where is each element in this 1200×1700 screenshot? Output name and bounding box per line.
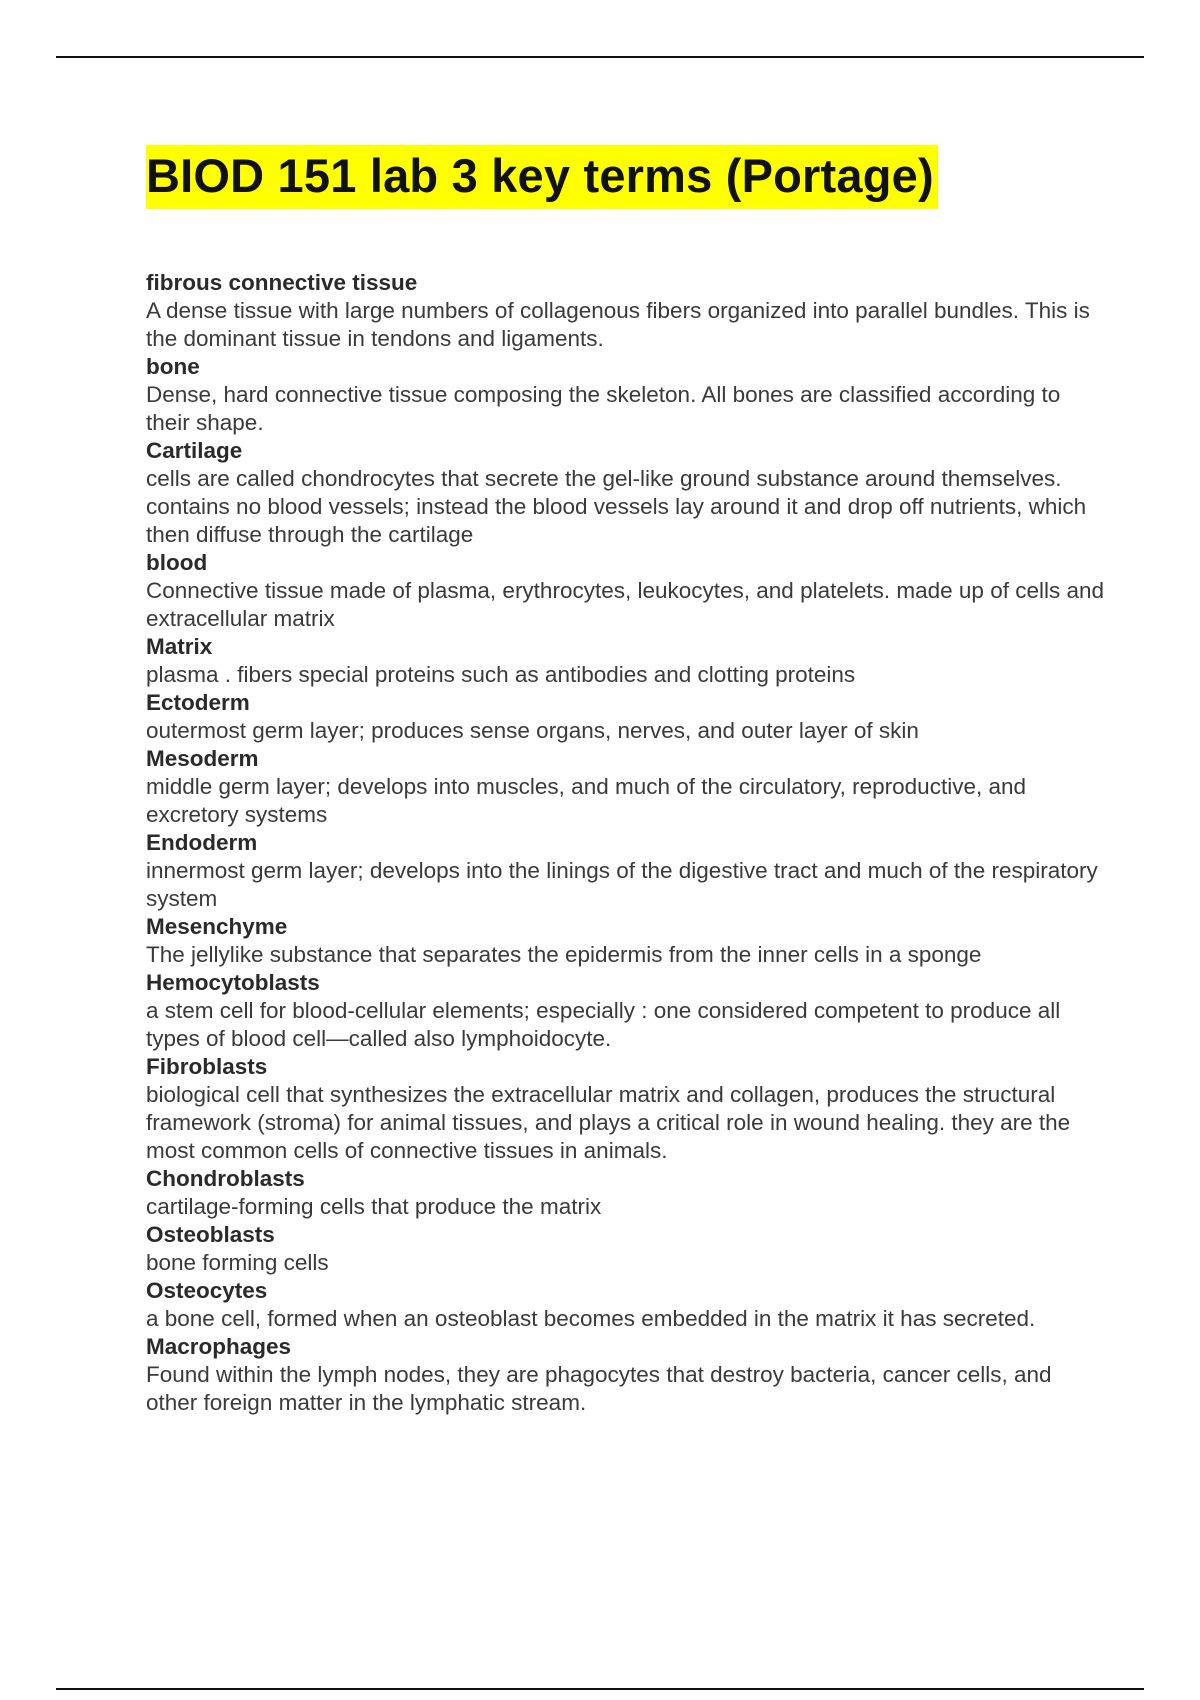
term-heading: Osteocytes xyxy=(146,1278,268,1303)
term-definition: Dense, hard connective tissue composing the skeleton. All bones are classified according to their shape. xyxy=(146,382,1061,435)
term-entry xyxy=(146,1333,1106,1417)
term-entry xyxy=(146,353,1106,437)
term-entry xyxy=(146,1277,1106,1333)
term-heading: Fibroblasts xyxy=(146,1054,268,1079)
term-heading: Endoderm xyxy=(146,830,258,855)
term-entry xyxy=(146,437,1106,549)
term-heading: Matrix xyxy=(146,634,213,659)
term-heading: fibrous connective tissue xyxy=(146,270,418,295)
term-heading: Ectoderm xyxy=(146,690,250,715)
term-entry xyxy=(146,1165,1106,1221)
terms-list xyxy=(146,269,1106,1417)
term-entry xyxy=(146,913,1106,969)
term-heading: Hemocytoblasts xyxy=(146,970,320,995)
term-heading: Mesoderm xyxy=(146,746,259,771)
document-page xyxy=(146,145,1106,1417)
document-title: BIOD 151 lab 3 key terms (Portage) xyxy=(146,145,938,209)
term-heading: Chondroblasts xyxy=(146,1166,305,1191)
term-definition: innermost germ layer; develops into the linings of the digestive tract and much of the respiratory system xyxy=(146,858,1098,911)
term-entry xyxy=(146,969,1106,1053)
term-definition: outermost germ layer; produces sense organs, nerves, and outer layer of skin xyxy=(146,718,919,743)
term-definition: A dense tissue with large numbers of collagenous fibers organized into parallel bundles. This is the dominant tissue in tendons and ligaments. xyxy=(146,298,1090,351)
term-definition: a stem cell for blood-cellular elements; especially : one considered competent to produce all types of blood cell—called also lymphoidocyte. xyxy=(146,998,1061,1051)
bottom-rule xyxy=(56,1688,1144,1690)
term-entry xyxy=(146,633,1106,689)
term-definition: plasma . fibers special proteins such as antibodies and clotting proteins xyxy=(146,662,856,687)
term-definition: Connective tissue made of plasma, erythrocytes, leukocytes, and platelets. made up of cells and extracellular matrix xyxy=(146,578,1105,631)
term-definition: The jellylike substance that separates the epidermis from the inner cells in a sponge xyxy=(146,942,982,967)
term-heading: Mesenchyme xyxy=(146,914,288,939)
term-definition: bone forming cells xyxy=(146,1250,329,1275)
term-definition: a bone cell, formed when an osteoblast becomes embedded in the matrix it has secreted. xyxy=(146,1306,1036,1331)
term-entry xyxy=(146,745,1106,829)
top-rule xyxy=(56,56,1144,58)
term-heading: Cartilage xyxy=(146,438,243,463)
term-definition: biological cell that synthesizes the extracellular matrix and collagen, produces the structural framework (stroma) for animal tissues, and plays a critical role in wound healing. they are the most common cells of connective tissues in animals. xyxy=(146,1082,1071,1163)
term-entry xyxy=(146,269,1106,353)
term-entry xyxy=(146,829,1106,913)
term-entry xyxy=(146,1221,1106,1277)
term-entry xyxy=(146,689,1106,745)
term-definition: cells are called chondrocytes that secrete the gel-like ground substance around themselves. contains no blood vessels; instead the blood vessels lay around it and drop off nutrients, which then diffuse through the cartilage xyxy=(146,466,1087,547)
term-definition: cartilage-forming cells that produce the matrix xyxy=(146,1194,602,1219)
term-entry xyxy=(146,549,1106,633)
term-heading: bone xyxy=(146,354,200,379)
term-heading: blood xyxy=(146,550,208,575)
term-definition: middle germ layer; develops into muscles, and much of the circulatory, reproductive, and excretory systems xyxy=(146,774,1027,827)
term-heading: Macrophages xyxy=(146,1334,292,1359)
term-entry xyxy=(146,1053,1106,1165)
term-definition: Found within the lymph nodes, they are phagocytes that destroy bacteria, cancer cells, and other foreign matter in the lymphatic stream. xyxy=(146,1362,1052,1415)
term-heading: Osteoblasts xyxy=(146,1222,275,1247)
